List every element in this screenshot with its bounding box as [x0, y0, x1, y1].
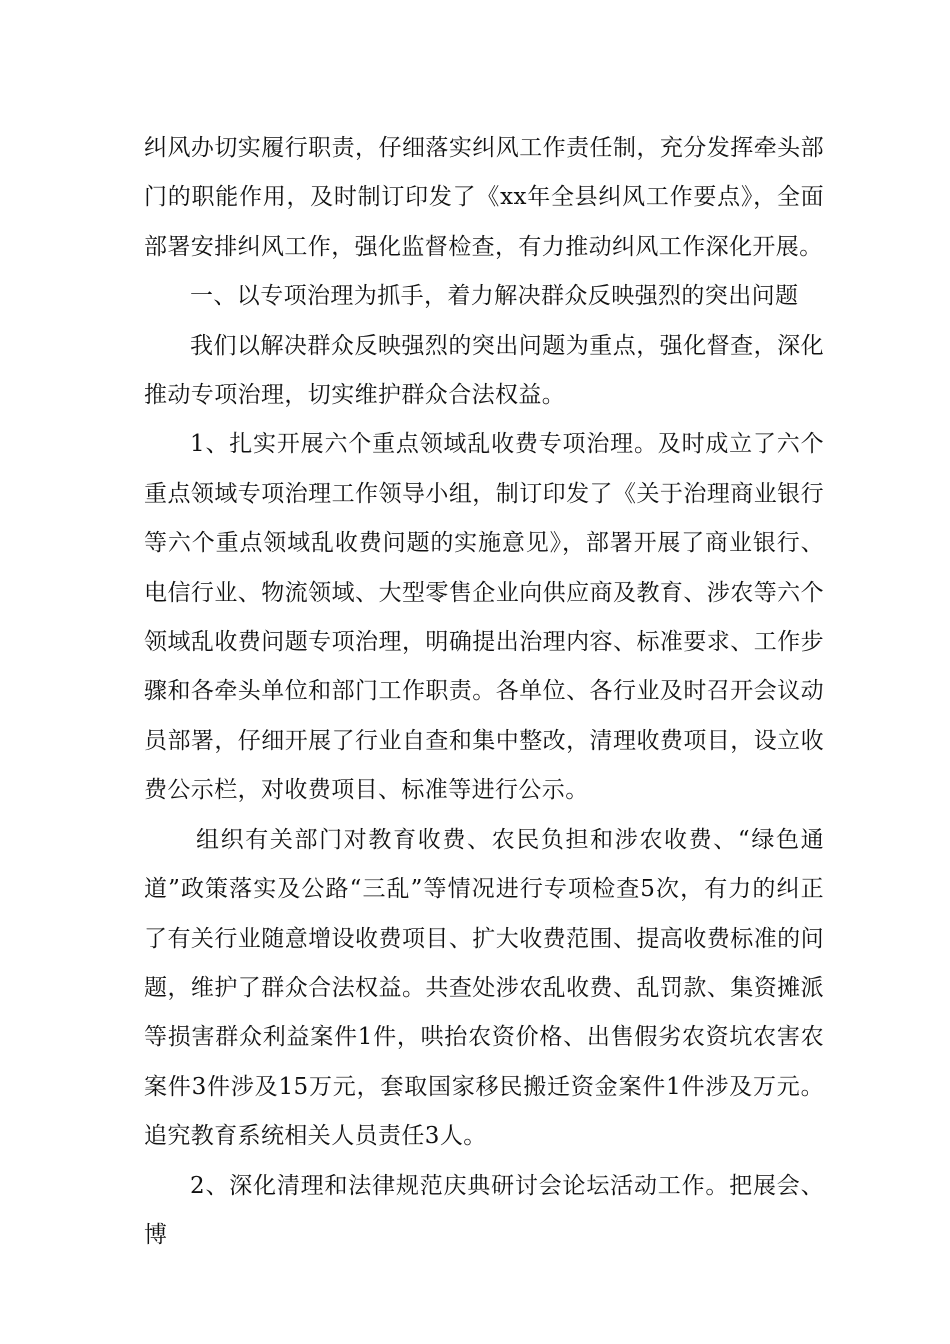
paragraph-intro: 我们以解决群众反映强烈的突出问题为重点，强化督查，深化推动专项治理，切实维护群众合法权益。	[144, 332, 824, 409]
paragraph-item-2: 2、深化清理和法律规范庆典研讨会论坛活动工作。把展会、博	[144, 1172, 824, 1248]
paragraph-inspection: 组织有关部门对教育收费、农民负担和涉农收费、“绿色通道”政策落实及公路“三乱”等情况进行专项检查5次，有力的纠正了有关行业随意增设收费项目、扩大收费范围、提高收费标准的问题，维护了群众合法权益。共查处涉农乱收费、乱罚款、集资摊派等损害群众利益案件1件，哄抬农资价格、出售假劣农资坑农害农案件3件涉及15万元，套取国家移民搬迁资金案件1件涉及万元。追究教育系统相关人员责任3人。	[144, 826, 824, 1150]
paragraph-item-1: 1、扎实开展六个重点领域乱收费专项治理。及时成立了六个重点领域专项治理工作领导小组，制订印发了《关于治理商业银行等六个重点领域乱收费问题的实施意见》，部署开展了商业银行、电信行业、物流领域、大型零售企业向供应商及教育、涉农等六个领域乱收费问题专项治理，明确提出治理内容、标准要求、工作步骤和各牵头单位和部门工作职责。各单位、各行业及时召开会议动员部署，仔细开展了行业自查和集中整改，清理收费项目，设立收费公示栏，对收费项目、标准等进行公示。	[144, 431, 824, 804]
document-body	[144, 124, 824, 1260]
paragraph-continuation: 纠风办切实履行职责，仔细落实纠风工作责任制，充分发挥牵头部门的职能作用，及时制订印发了《xx年全县纠风工作要点》，全面部署安排纠风工作，强化监督检查，有力推动纠风工作深化开展。	[144, 135, 824, 260]
section-heading: 一、以专项治理为抓手，着力解决群众反映强烈的突出问题	[190, 283, 799, 310]
